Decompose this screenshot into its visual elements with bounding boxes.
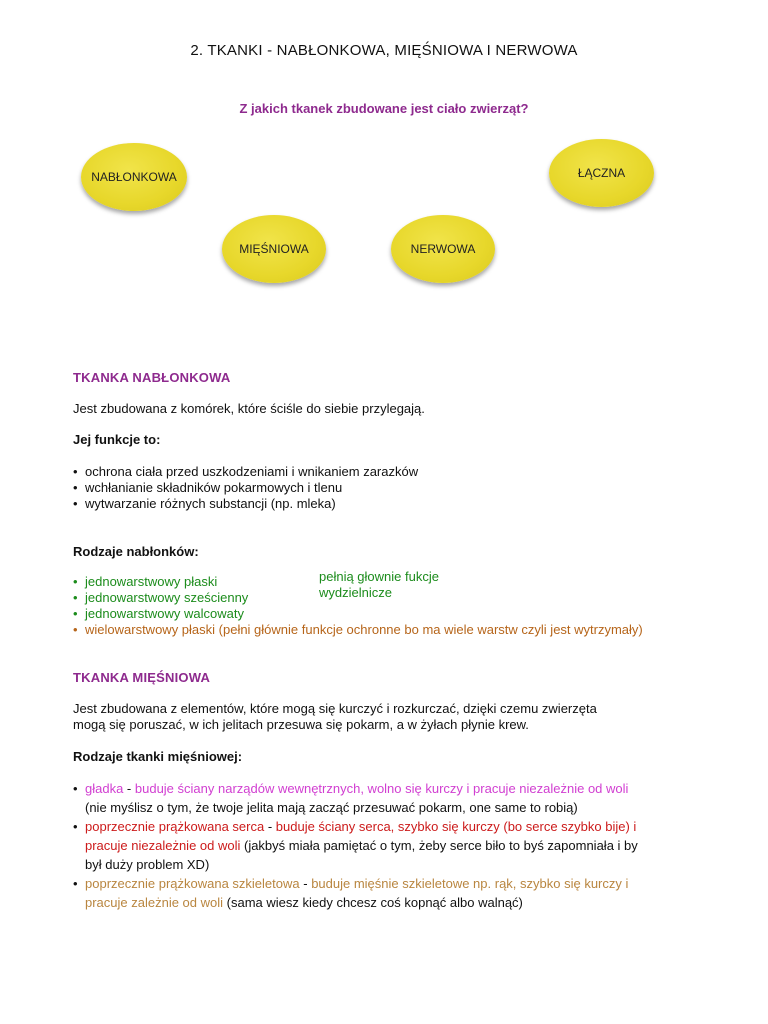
- functions-heading: Jej funkcje to:: [73, 432, 161, 447]
- separator: -: [299, 876, 312, 891]
- skeletal-desc: buduje mięśnie szkieletowe np. rąk, szybko się kurczy i: [311, 876, 629, 891]
- intro-line: mogą się poruszać, w ich jelitach przesuwa się pokarm, a w żyłach płynie krew.: [73, 717, 529, 732]
- list-item-smooth: [73, 779, 713, 817]
- blob-label: ŁĄCZNA: [577, 166, 626, 180]
- blob-nerwowa: [391, 215, 495, 283]
- cardiac-desc: buduje ściany serca, szybko się kurczy (bo serce szybko bije) i: [275, 819, 637, 834]
- list-item-skeletal: [73, 874, 713, 912]
- cardiac-desc-cont: pracuje niezależnie od woli: [85, 838, 241, 853]
- list-item: • wchłanianie składników pokarmowych i tlenu: [73, 480, 418, 496]
- note-line: wydzielnicze: [319, 585, 392, 600]
- blob-label: NERWOWA: [410, 242, 476, 256]
- epithelium-types-heading: Rodzaje nabłonków:: [73, 544, 199, 559]
- cardiac-name: poprzecznie prążkowana serca: [85, 819, 265, 834]
- epithelial-intro: Jest zbudowana z komórek, które ściśle do siebie przylegają.: [73, 401, 425, 416]
- cardiac-note: (jakbyś miała pamiętać o tym, żeby serce biło to byś zapomniała i by: [240, 838, 638, 853]
- cardiac-note-cont: był duży problem XD): [85, 857, 210, 872]
- muscle-types-heading: Rodzaje tkanki mięśniowej:: [73, 749, 243, 764]
- blob-label: MIĘŚNIOWA: [239, 242, 309, 256]
- blob-laczna: [549, 139, 654, 207]
- blob-label: NABŁONKOWA: [91, 170, 177, 184]
- blob-miesniowa: [222, 215, 326, 283]
- smooth-name: gładka: [85, 781, 124, 796]
- muscle-heading: TKANKA MIĘŚNIOWA: [73, 670, 211, 685]
- epithelial-heading: TKANKA NABŁONKOWA: [73, 370, 231, 385]
- list-item: • wytwarzanie różnych substancji (np. mleka): [73, 496, 418, 512]
- list-item-cardiac: [73, 817, 713, 874]
- smooth-desc: buduje ściany narządów wewnętrznych, wolno się kurczy i pracuje niezależnie od woli: [134, 781, 629, 796]
- muscle-types-list: [73, 779, 713, 912]
- skeletal-desc-cont: pracuje zależnie od woli: [85, 895, 224, 910]
- blob-nablonkowa: [81, 143, 187, 211]
- page-title: 2. TKANKI - NABŁONKOWA, MIĘŚNIOWA I NERWOWA: [190, 42, 578, 59]
- note-line: pełnią głownie fukcje: [319, 569, 439, 584]
- separator: -: [123, 781, 135, 796]
- question-heading: Z jakich tkanek zbudowane jest ciało zwierząt?: [239, 101, 529, 116]
- skeletal-name: poprzecznie prążkowana szkieletowa: [85, 876, 300, 891]
- list-item: • wielowarstwowy płaski (pełni głównie funkcje ochronne bo ma wiele warstw czyli jest wytrzymały): [73, 622, 643, 638]
- skeletal-note: (sama wiesz kiedy chcesz coś kopnąć albo walnąć): [223, 895, 523, 910]
- list-item: • jednowarstwowy płaski: [73, 574, 643, 590]
- intro-line: Jest zbudowana z elementów, które mogą się kurczyć i rozkurczać, dzięki czemu zwierzęta: [73, 701, 597, 716]
- list-item: • ochrona ciała przed uszkodzeniami i wnikaniem zarazków: [73, 464, 418, 480]
- list-item: • jednowarstwowy sześcienny: [73, 590, 643, 606]
- muscle-intro: [73, 701, 597, 733]
- functions-list: [73, 464, 418, 512]
- secretory-note: [319, 569, 439, 601]
- list-item: • jednowarstwowy walcowaty: [73, 606, 643, 622]
- smooth-note: (nie myślisz o tym, że twoje jelita mają zacząć przesuwać pokarm, one same to robią): [85, 800, 578, 815]
- separator: -: [264, 819, 276, 834]
